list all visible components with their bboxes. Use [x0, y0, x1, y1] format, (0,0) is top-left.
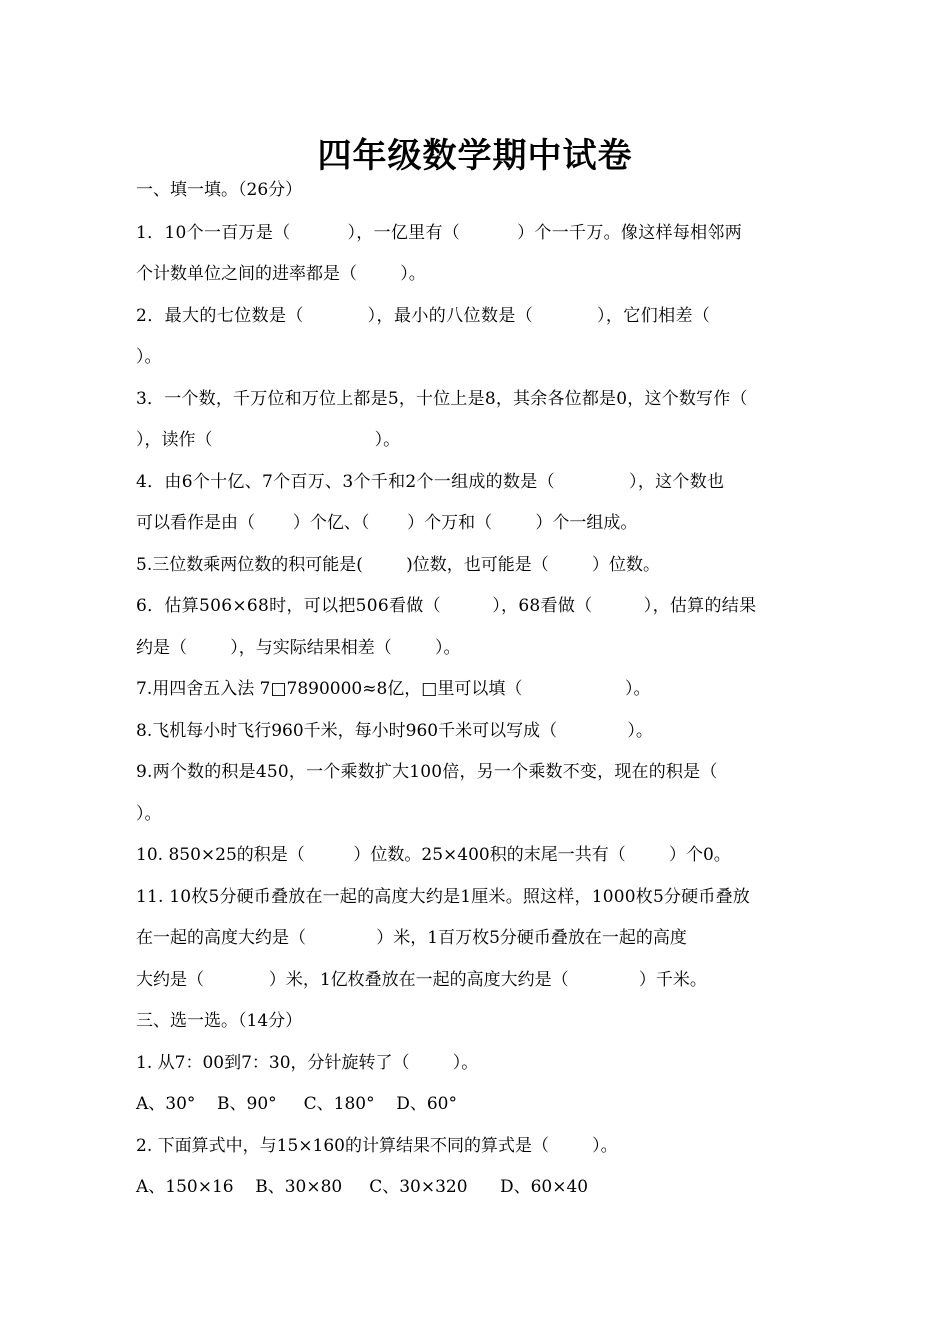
question-2-line-1: 2．最大的七位数是（ ），最小的八位数是（ ），它们相差（ — [136, 306, 711, 326]
question-9-line-2: ）。 — [136, 804, 162, 824]
question-8: 8.飞机每小时飞行960千米，每小时960千米可以写成（ ）。 — [136, 721, 653, 741]
question-1-line-1: 1．10个一百万是（ ），一亿里有（ ）个一千万。像这样每相邻两 — [136, 223, 743, 243]
question-7: 7.用四舍五入法 7□7890000≈8亿，□里可以填（ ）。 — [136, 679, 651, 699]
question-4-line-1: 4．由6个十亿、7个百万、3个千和2个一组成的数是（ ），这个数也 — [136, 472, 725, 492]
question-11-line-2: 在一起的高度大约是（ ）米，1百万枚5分硬币叠放在一起的高度 — [136, 928, 687, 948]
choice-question-2: 2. 下面算式中，与15×160的计算结果不同的算式是（ ）。 — [136, 1136, 618, 1156]
question-1-line-2: 个计数单位之间的进率都是（ ）。 — [136, 264, 426, 284]
question-6-line-2: 约是（ ），与实际结果相差（ ）。 — [136, 638, 461, 658]
question-2-line-2: ）。 — [136, 347, 162, 367]
choice-question-2-options: A、150×16 B、30×80 C、30×320 D、60×40 — [136, 1177, 589, 1197]
question-6-line-1: 6．估算506×68时，可以把506看做（ ），68看做（ ），估算的结果 — [136, 596, 757, 616]
question-9-line-1: 9.两个数的积是450，一个乘数扩大100倍，另一个乘数不变，现在的积是（ — [136, 762, 718, 782]
question-11-line-1: 11. 10枚5分硬币叠放在一起的高度大约是1厘米。照这样，1000枚5分硬币叠放 — [136, 887, 750, 907]
question-11-line-3: 大约是（ ）米，1亿枚叠放在一起的高度大约是（ ）千米。 — [136, 970, 707, 990]
question-5: 5.三位数乘两位数的积可能是( )位数，也可能是（ ）位数。 — [136, 555, 660, 575]
choice-question-1: 1. 从7：00到7：30，分针旋转了（ ）。 — [136, 1053, 479, 1073]
section-heading-choose: 三、选一选。（14分） — [136, 1011, 303, 1031]
question-3-line-2: ），读作（ ）。 — [136, 430, 401, 450]
question-4-line-2: 可以看作是由（ ）个亿、（ ）个万和（ ）个一组成。 — [136, 513, 638, 533]
choice-question-1-options: A、30° B、90° C、180° D、60° — [136, 1094, 457, 1114]
exam-title: 四年级数学期中试卷 — [317, 136, 633, 176]
question-10: 10. 850×25的积是（ ）位数。25×400积的末尾一共有（ ）个0。 — [136, 845, 731, 865]
question-3-line-1: 3．一个数，千万位和万位上都是5，十位上是8，其余各位都是0，这个数写作（ — [136, 389, 748, 409]
section-heading-fill-in: 一、填一填。（26分） — [136, 180, 303, 200]
